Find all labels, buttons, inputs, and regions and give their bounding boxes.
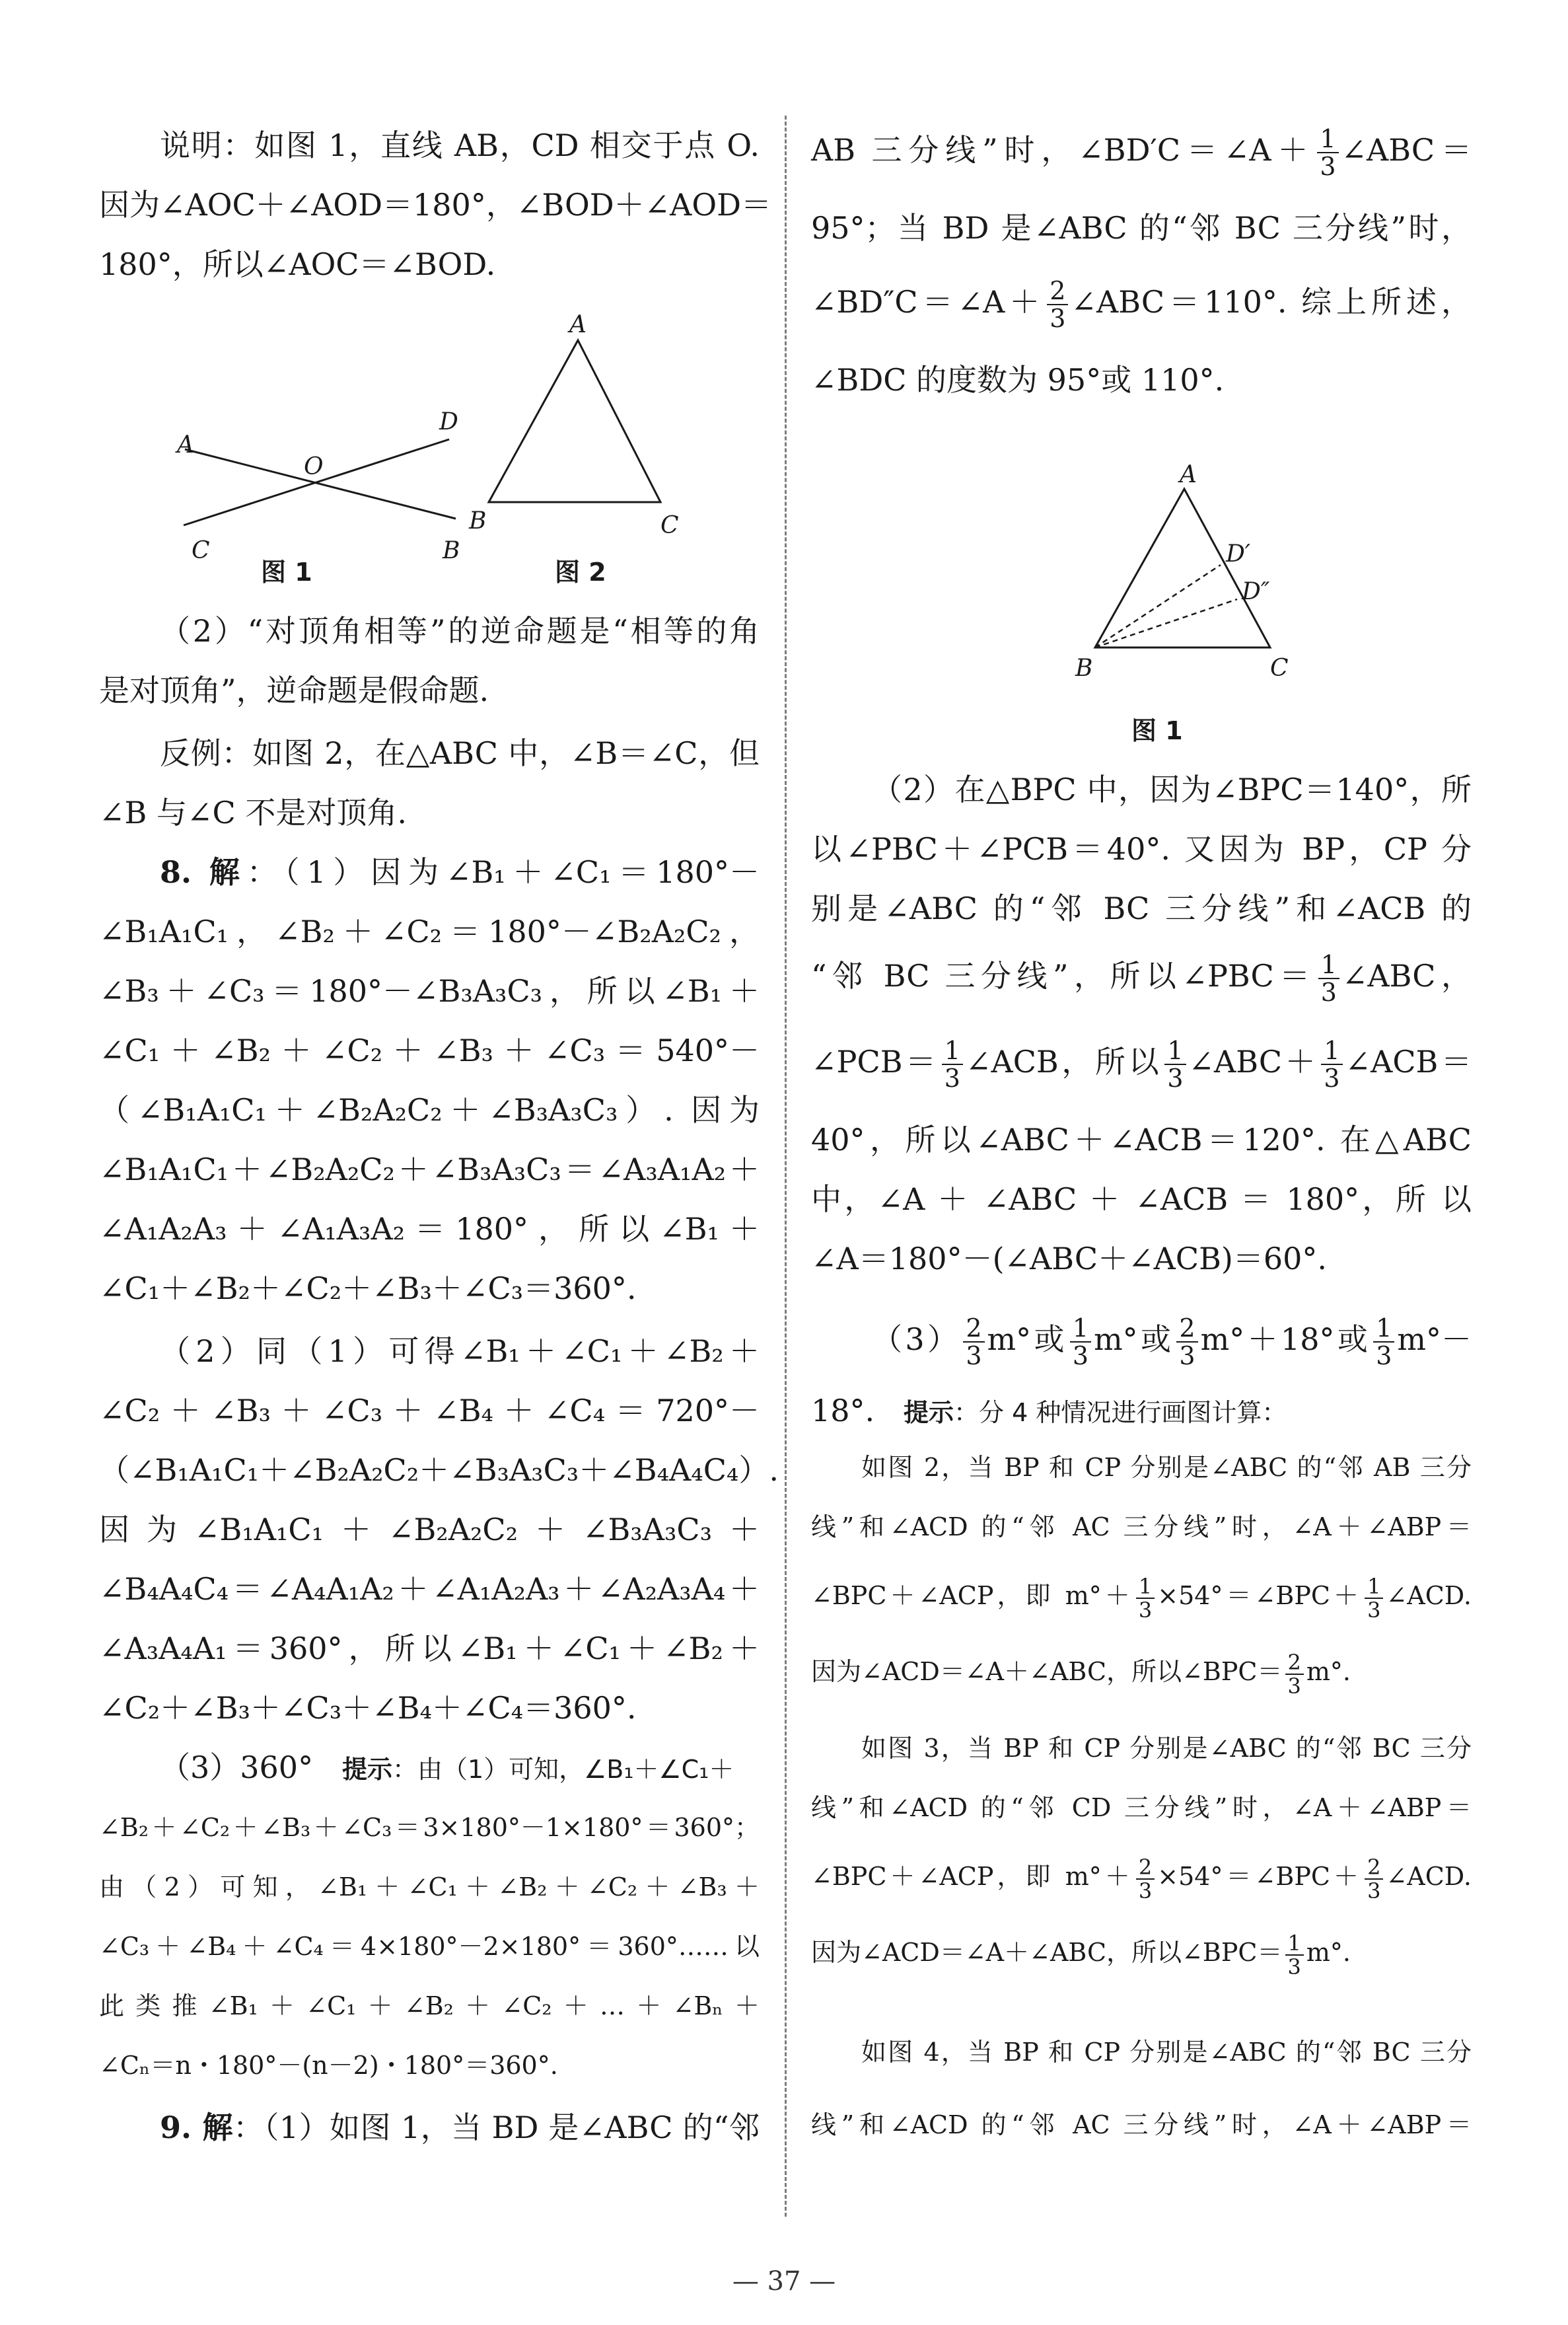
fraction-one-third: $\frac{1}{3}$ [1164, 1037, 1186, 1091]
label-d-prime: D′ [1226, 540, 1251, 568]
text-line: （∠B₁A₁C₁＋∠B₂A₂C₂＋∠B₃A₃C₃）. 因为 [99, 1092, 760, 1128]
text-line: 反例：如图 2，在△ABC 中，∠B＝∠C，但 [160, 735, 760, 771]
hint-label: 提示 [341, 1755, 392, 1784]
text-line: （2）同（1）可得∠B₁＋∠C₁＋∠B₂＋ [160, 1333, 760, 1369]
hint-line: ∠B₂＋∠C₂＋∠B₃＋∠C₃＝3×180°－1×180°＝360°； [99, 1813, 760, 1842]
fraction-one-third: $\frac{1}{3}$ [1285, 1932, 1304, 1978]
fraction-two-thirds: $\frac{2}{3}$ [1285, 1651, 1304, 1697]
figure-1-triangle-trisectors [1009, 461, 1300, 682]
hint-label: 提示 [904, 1398, 954, 1427]
figure-1-intersecting-lines [165, 377, 469, 575]
figure-1-caption: 图 1 [1131, 716, 1183, 745]
question-8-line: 8. 解：（1）因为∠B₁＋∠C₁＝180°－ [160, 854, 760, 890]
dashed-line-bd-double-prime [1095, 599, 1237, 647]
fraction-two-thirds: $\frac{2}{3}$ [1047, 277, 1068, 332]
text-line: 以∠PBC＋∠PCB＝40°. 又因为 BP，CP 分 [811, 831, 1472, 867]
hint-line: 线”和∠ACD 的“邻 AC 三分线”时，∠A＋∠ABP＝ [811, 2110, 1472, 2139]
label-a: A [1180, 461, 1197, 488]
hint-line: 因为∠ACD＝∠A＋∠ABC，所以∠BPC＝ $\frac{2}{3}$ m°. [811, 1649, 1351, 1699]
text-line: （2）“对顶角相等”的逆命题是“相等的角 [160, 613, 760, 649]
hint-line: 如图 3，当 BP 和 CP 分别是∠ABC 的“邻 BC 三分 [861, 1734, 1472, 1763]
text-line: ∠C₂＋∠B₃＋∠C₃＋∠B₄＋∠C₄＝720°－ [99, 1393, 760, 1428]
fraction-one-third: $\frac{1}{3}$ [1321, 1037, 1342, 1091]
fraction-two-thirds: $\frac{2}{3}$ [1365, 1856, 1383, 1902]
text-line: ∠B₁A₁C₁，∠B₂＋∠C₂＝180°－∠B₂A₂C₂， [99, 914, 760, 949]
fraction-one-third: $\frac{1}{3}$ [1373, 1315, 1394, 1369]
text-line: ∠C₁＋∠B₂＋∠C₂＋∠B₃＋∠C₃＝360°. [99, 1271, 637, 1306]
text-line: ∠B 与∠C 不是对顶角. [99, 795, 407, 830]
hint-line: 线”和∠ACD 的“邻 AC 三分线”时，∠A＋∠ABP＝ [811, 1512, 1472, 1541]
question-8-number: 8. 解 [160, 854, 247, 890]
text-line: ∠A₁A₂A₃＋∠A₁A₃A₂＝180°，所以∠B₁＋ [99, 1211, 760, 1247]
hint-line: ∠BPC＋∠ACP，即 m°＋ $\frac{2}{3}$ ×54°＝∠BPC＋ $\frac{2}{3}$ ∠ACD. [811, 1854, 1472, 1903]
label-a: A [177, 431, 194, 459]
figure-1-caption: 图 1 [261, 558, 312, 587]
hint-line: ∠C₃＋∠B₄＋∠C₄＝4×180°－2×180°＝360°……以 [99, 1932, 760, 1961]
fraction-two-thirds: $\frac{2}{3}$ [963, 1315, 984, 1369]
column-divider [785, 116, 787, 2217]
text-line: 因为∠AOC＋∠AOD＝180°，∠BOD＋∠AOD＝ [99, 187, 771, 223]
text-line: （2）在△BPC 中，因为∠BPC＝140°，所 [872, 772, 1472, 807]
page-number: — 37 — [732, 2266, 836, 2297]
label-b: B [469, 507, 487, 535]
fraction-two-thirds: $\frac{2}{3}$ [1176, 1315, 1197, 1369]
hint-line: 因为∠ACD＝∠A＋∠ABC，所以∠BPC＝ $\frac{1}{3}$ m°. [811, 1930, 1351, 1979]
text-line: 40°，所以∠ABC＋∠ACB＝120°. 在△ABC [811, 1122, 1472, 1158]
question-9-line: 9. 解：（1）如图 1，当 BD 是∠ABC 的“邻 [160, 2110, 760, 2145]
text-line: 中，∠A ＋ ∠ABC ＋ ∠ACB ＝ 180°，所 以 [811, 1181, 1472, 1217]
triangle-abc [1095, 489, 1270, 647]
text-line: （3） $\frac{2}{3}$ m°或 $\frac{1}{3}$ m°或 $\frac{2}{3}$ m°＋18°或 $\frac{1}{3}$ m°－ [872, 1313, 1472, 1370]
label-c: C [1270, 655, 1289, 682]
label-c: C [660, 512, 679, 539]
text-line: ∠C₁＋∠B₂＋∠C₂＋∠B₃＋∠C₃＝540°－ [99, 1033, 760, 1068]
hint-line: ∠Cₙ＝n・180°－(n－2)・180°＝360°. [99, 2051, 558, 2080]
dashed-line-bd-prime [1095, 565, 1221, 647]
text-line: 别是∠ABC 的“邻 BC 三分线”和∠ACB 的 [811, 891, 1472, 926]
label-a: A [569, 311, 587, 338]
fraction-two-thirds: $\frac{2}{3}$ [1136, 1856, 1155, 1902]
question-8-part-3: （3）360° 提示：由（1）可知，∠B₁＋∠C₁＋ [160, 1750, 734, 1785]
text-line: “邻 BC 三分线”，所以∠PBC＝ $\frac{1}{3}$ ∠ABC， [811, 950, 1472, 1007]
text-line: （∠B₁A₁C₁＋∠B₂A₂C₂＋∠B₃A₃C₃＋∠B₄A₄C₄）. [99, 1452, 779, 1488]
text-line: ∠BD″C＝∠A＋ $\frac{2}{3}$ ∠ABC＝110°. 综上所述， [811, 276, 1472, 333]
text-line: AB 三分线”时，∠BD′C＝∠A＋ $\frac{1}{3}$ ∠ABC＝ [811, 124, 1472, 181]
hint-line: ∠BPC＋∠ACP，即 m°＋ $\frac{1}{3}$ ×54°＝∠BPC＋ $\frac{1}{3}$ ∠ACD. [811, 1573, 1472, 1623]
figure-2-triangle [456, 311, 707, 545]
text-line: ∠B₁A₁C₁＋∠B₂A₂C₂＋∠B₃A₃C₃＝∠A₃A₁A₂＋ [99, 1152, 760, 1187]
fraction-one-third: $\frac{1}{3}$ [942, 1037, 963, 1091]
text-line: ∠BDC 的度数为 95°或 110°. [811, 362, 1225, 398]
text-line: 说明：如图 1，直线 AB，CD 相交于点 O. [160, 128, 760, 163]
text-line: 95°；当 BD 是∠ABC 的“邻 BC 三分线”时， [811, 210, 1472, 246]
label-b: B [1075, 655, 1093, 682]
label-c: C [192, 537, 210, 564]
hint-line: 此类推∠B₁＋∠C₁＋∠B₂＋∠C₂＋…＋∠Bₙ＋ [99, 1991, 760, 2020]
text-line: 180°，所以∠AOC＝∠BOD. [99, 246, 496, 282]
hint-line: 如图 4，当 BP 和 CP 分别是∠ABC 的“邻 BC 三分 [861, 2038, 1472, 2067]
label-b: B [443, 537, 460, 564]
hint-line: 线”和∠ACD 的“邻 CD 三分线”时，∠A＋∠ABP＝ [811, 1793, 1472, 1822]
label-o: O [304, 453, 324, 480]
fraction-one-third: $\frac{1}{3}$ [1365, 1575, 1383, 1621]
triangle-abc [489, 340, 660, 502]
hint-line: 如图 2，当 BP 和 CP 分别是∠ABC 的“邻 AB 三分 [861, 1453, 1472, 1482]
text-line: 18°. 提示：分 4 种情况进行画图计算： [811, 1393, 1287, 1428]
text-line: 是对顶角”，逆命题是假命题. [99, 673, 489, 708]
fraction-one-third: $\frac{1}{3}$ [1317, 126, 1338, 180]
hint-line: 由（2）可知，∠B₁＋∠C₁＋∠B₂＋∠C₂＋∠B₃＋ [99, 1872, 760, 1901]
text-line: ∠C₂＋∠B₃＋∠C₃＋∠B₄＋∠C₄＝360°. [99, 1690, 637, 1726]
label-d-double-prime: D″ [1242, 578, 1270, 605]
question-9-number: 9. 解 [160, 2110, 233, 2145]
text-line: ∠B₃＋∠C₃＝180°－∠B₃A₃C₃，所以∠B₁＋ [99, 973, 760, 1009]
fraction-one-third: $\frac{1}{3}$ [1318, 951, 1339, 1006]
figure-2-caption: 图 2 [555, 558, 606, 587]
text-line: ∠A₃A₄A₁＝360°，所以∠B₁＋∠C₁＋∠B₂＋ [99, 1631, 760, 1666]
text-line: 因为∠B₁A₁C₁＋∠B₂A₂C₂＋∠B₃A₃C₃＋ [99, 1512, 760, 1547]
text-line: ∠A＝180°－(∠ABC＋∠ACB)＝60°. [811, 1241, 1327, 1276]
text-line: ∠PCB＝ $\frac{1}{3}$ ∠ACB，所以 $\frac{1}{3}$ ∠ABC＋ $\frac{1}{3}$ ∠ACB＝ [811, 1036, 1472, 1093]
text-line: ∠B₄A₄C₄＝∠A₄A₁A₂＋∠A₁A₂A₃＋∠A₂A₃A₄＋ [99, 1571, 760, 1607]
fraction-one-third: $\frac{1}{3}$ [1070, 1315, 1091, 1369]
label-d: D [439, 408, 458, 435]
fraction-one-third: $\frac{1}{3}$ [1136, 1575, 1155, 1621]
